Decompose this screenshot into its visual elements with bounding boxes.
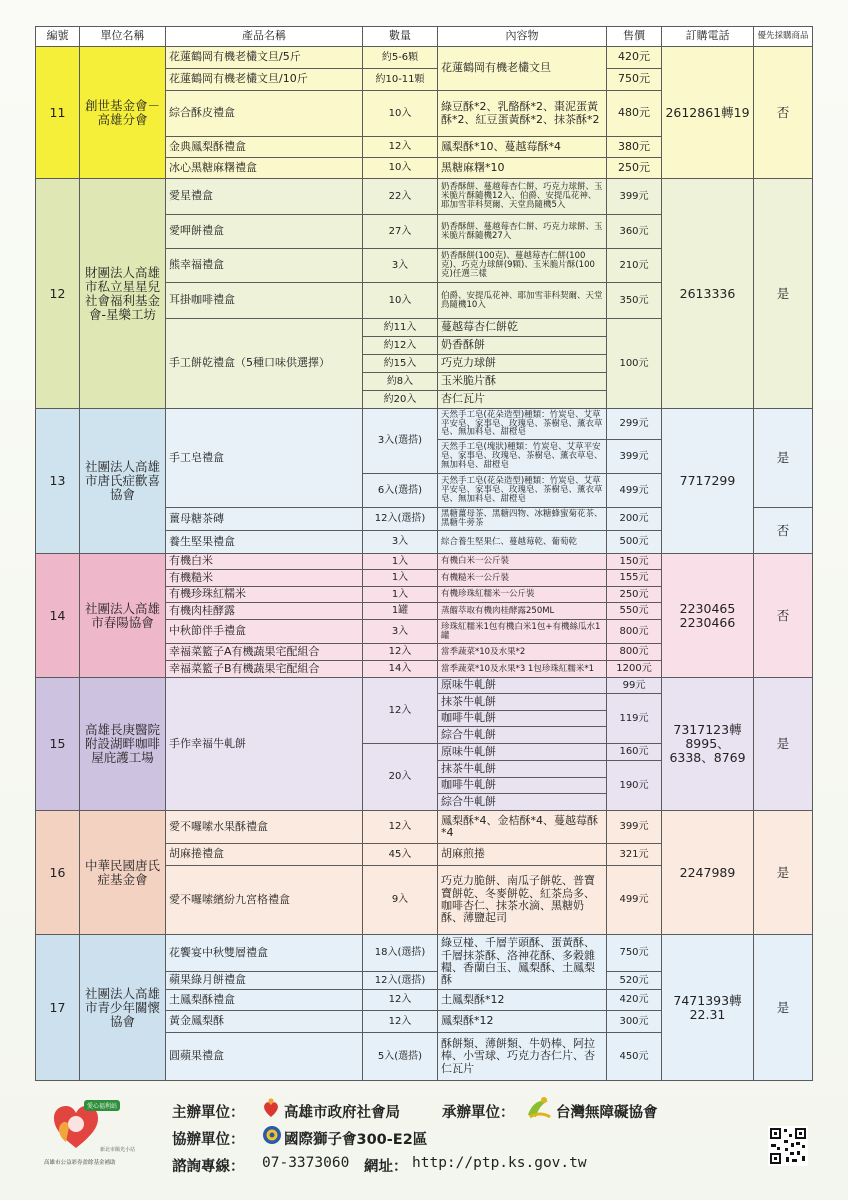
group-number: 15 — [35, 677, 80, 811]
sub-content: 巧克力球餅 — [437, 354, 607, 373]
product-price: 499元 — [606, 865, 662, 935]
product-price: 800元 — [606, 619, 662, 644]
product-price: 520元 — [606, 971, 662, 990]
sub-content: 天然手工皂(塊狀)種類：竹炭皂、艾草平安皂、家事皂、玫瑰皂、茶樹皂、薰衣草皂、無加料皂、甜橙皂 — [437, 439, 607, 474]
priority-flag: 是 — [753, 178, 813, 409]
logo-caption-main: 高雄市公益彩券盈餘基金補助 — [44, 1160, 116, 1166]
header-phone: 訂購電話 — [661, 26, 754, 47]
hotline-number: 07-3373060 — [262, 1155, 350, 1171]
product-content: 鳳梨酥*4、金桔酥*4、蔓越莓酥*4 — [437, 810, 607, 844]
sub-content: 天然手工皂(花朵造型)種類：竹炭皂、艾草平安皂、家事皂、玫瑰皂、茶樹皂、薰衣草皂、無加料皂、甜橙皂 — [437, 408, 607, 440]
product-name: 有機珍珠紅糯米 — [165, 586, 363, 603]
header-product: 產品名稱 — [165, 26, 363, 47]
sub-content: 咖啡牛軋餅 — [437, 777, 607, 794]
product-name: 愛星禮盒 — [165, 178, 363, 215]
product-name: 養生堅果禮盒 — [165, 530, 363, 554]
group-number: 12 — [35, 178, 80, 409]
host-row — [172, 1101, 245, 1122]
product-content: 有機白米一公斤裝 — [437, 553, 607, 570]
product-qty: 1入 — [362, 553, 438, 570]
product-content: 綜合養生堅果仁、蔓越莓乾、葡萄乾 — [437, 530, 607, 554]
product-qty: 14入 — [362, 660, 438, 678]
product-name: 愛不囉嗦繽紛九宮格禮盒 — [165, 865, 363, 935]
host-label: 主辦單位： — [172, 1105, 245, 1121]
priority-flag: 否 — [753, 46, 813, 179]
sub-content: 原味牛軋餅 — [437, 677, 607, 694]
organization-name: 高雄長庚醫院附設湖畔咖啡屋庇護工場 — [79, 677, 166, 811]
product-qty: 18入(選搭) — [362, 934, 438, 972]
contractor-label: 承辦單位： — [442, 1105, 515, 1121]
product-qty: 12入 — [362, 810, 438, 844]
qr-code-icon[interactable] — [768, 1126, 808, 1166]
product-content: 綠豆椪、千層芋頭酥、蛋黃酥、千層抹茶酥、洛神花酥、多穀雜糧、香蘭白玉、鳳梨酥、土鳳梨酥 — [437, 934, 607, 990]
product-qty: 12入 — [362, 989, 438, 1011]
logo-badge: 愛心福利站 — [84, 1100, 120, 1111]
sub-content: 玉米脆片酥 — [437, 372, 607, 391]
sub-price: 160元 — [606, 743, 662, 761]
order-phone[interactable]: 7471393轉22.31 — [661, 934, 754, 1081]
sub-qty: 約8入 — [362, 372, 438, 391]
footer — [0, 1088, 848, 1200]
product-name: 有機肉桂酵露 — [165, 602, 363, 620]
sub-price: 399元 — [606, 439, 662, 474]
sub-content: 抹茶牛軋餅 — [437, 760, 607, 778]
product-name: 幸福菜籃子B有機蔬果宅配組合 — [165, 660, 363, 678]
product-price: 150元 — [606, 553, 662, 570]
priority-flag: 是 — [753, 677, 813, 811]
product-name: 圓蘋果禮盒 — [165, 1032, 363, 1081]
priority-flag: 是 — [753, 810, 813, 935]
header-content: 內容物 — [437, 26, 607, 47]
product-price: 321元 — [606, 843, 662, 866]
website-link[interactable]: http://ptp.ks.gov.tw — [412, 1155, 587, 1171]
product-name: 花饗宴中秋雙層禮盒 — [165, 934, 363, 972]
product-name: 蘋果綠月餅禮盒 — [165, 971, 363, 990]
sub-content: 原味牛軋餅 — [437, 743, 607, 761]
product-qty: 3入 — [362, 619, 438, 644]
product-name: 花蓮鶴岡有機老欉文旦/10斤 — [165, 68, 363, 91]
product-qty: 12入 — [362, 1010, 438, 1033]
order-phone[interactable]: 2612861轉19 — [661, 46, 754, 179]
product-name: 愛呷餅禮盒 — [165, 214, 363, 249]
group-number: 17 — [35, 934, 80, 1081]
group-number: 13 — [35, 408, 80, 554]
product-content: 奶香酥餅、蔓越莓杏仁餅、巧克力球餅、玉米脆片酥隨機12入、伯爵、安提瓜花神、耶加雪菲科契爾、天堂鳥隨機5入 — [437, 178, 607, 215]
order-phone[interactable]: 7317123轉8995、6338、8769 — [661, 677, 754, 811]
product-qty: 約5-6顆 — [362, 46, 438, 69]
product-content: 巧克力脆餅、南瓜子餅乾、普寶寶餅乾、冬麥餅乾、紅茶烏多、咖啡杏仁、抹茶水滴、黑糖奶酥、薄鹽起司 — [437, 865, 607, 935]
organization-name: 財團法人高雄市私立星星兒社會福利基金會-星樂工坊 — [79, 178, 166, 409]
hotline-label: 諮詢專線： — [172, 1159, 245, 1175]
product-qty: 12入 — [362, 136, 438, 158]
header-no: 編號 — [35, 26, 80, 47]
sub-qty: 約15入 — [362, 354, 438, 373]
product-name: 綜合酥皮禮盒 — [165, 90, 363, 137]
product-price: 450元 — [606, 1032, 662, 1081]
lions-club-logo-icon — [262, 1125, 282, 1145]
product-name: 熊幸福禮盒 — [165, 248, 363, 283]
product-name: 手工皂禮盒 — [165, 408, 363, 508]
product-price: 800元 — [606, 643, 662, 661]
sub-content: 抹茶牛軋餅 — [437, 693, 607, 711]
product-content: 胡麻煎捲 — [437, 843, 607, 866]
product-qty: 1罐 — [362, 602, 438, 620]
product-price: 350元 — [606, 282, 662, 319]
sub-content: 奶香酥餅 — [437, 336, 607, 355]
product-qty: 10入 — [362, 282, 438, 319]
product-price: 250元 — [606, 157, 662, 179]
organization-name: 創世基金會－高雄分會 — [79, 46, 166, 179]
product-qty: 22入 — [362, 178, 438, 215]
header-priority: 優先採購商品 — [753, 26, 813, 47]
product-content: 有機糙米一公斤裝 — [437, 569, 607, 587]
group-number: 14 — [35, 553, 80, 678]
product-price: 399元 — [606, 810, 662, 844]
order-phone[interactable]: 2613336 — [661, 178, 754, 409]
group-number: 16 — [35, 810, 80, 935]
heart-logo-icon — [52, 1104, 100, 1154]
product-content: 當季蔬菜*10及水果*2 — [437, 643, 607, 661]
product-name: 耳掛咖啡禮盒 — [165, 282, 363, 319]
product-name: 冰心黑糖麻糬禮盒 — [165, 157, 363, 179]
product-name: 黃金鳳梨酥 — [165, 1010, 363, 1033]
product-qty: 1入 — [362, 569, 438, 587]
product-qty: 12入(選搭) — [362, 971, 438, 990]
sub-qty: 約12入 — [362, 336, 438, 355]
product-content: 黑糖麻糬*10 — [437, 157, 607, 179]
product-qty: 約10-11顆 — [362, 68, 438, 91]
sub-qty: 約20入 — [362, 390, 438, 409]
priority-flag: 是 — [753, 408, 813, 508]
product-qty: 3入 — [362, 530, 438, 554]
product-name: 有機糙米 — [165, 569, 363, 587]
product-content: 奶香酥餅(100克)、蔓越莓杏仁餅(100克)、巧克力球餅(9顆)、玉米脆片酥(100克)任選三樣 — [437, 248, 607, 283]
product-price: 750元 — [606, 934, 662, 972]
product-price: 380元 — [606, 136, 662, 158]
sub-price: 99元 — [606, 677, 662, 694]
sub-price: 190元 — [606, 760, 662, 811]
accessibility-association-logo-icon — [524, 1095, 552, 1121]
host-name: 高雄市政府社會局 — [284, 1105, 400, 1121]
product-price: 550元 — [606, 602, 662, 620]
product-content: 有機珍珠紅糯米一公斤裝 — [437, 586, 607, 603]
product-price: 500元 — [606, 530, 662, 554]
sub-qty: 約11入 — [362, 318, 438, 337]
order-phone[interactable]: 2230465 2230466 — [661, 553, 754, 678]
product-content: 綠豆酥*2、乳酪酥*2、棗泥蛋黃酥*2、紅豆蛋黃酥*2、抹茶酥*2 — [437, 90, 607, 137]
sub-content: 蔓越莓杏仁餅乾 — [437, 318, 607, 337]
product-qty: 6入(選搭) — [362, 473, 438, 508]
product-qty: 12入(選搭) — [362, 507, 438, 531]
product-qty: 10入 — [362, 157, 438, 179]
kaohsiung-social-bureau-logo-icon — [262, 1098, 280, 1118]
product-price: 480元 — [606, 90, 662, 137]
product-name: 胡麻捲禮盒 — [165, 843, 363, 866]
product-name: 薑母糖茶磚 — [165, 507, 363, 531]
product-content: 土鳳梨酥*12 — [437, 989, 607, 1011]
sub-content: 咖啡牛軋餅 — [437, 710, 607, 727]
product-qty: 3入 — [362, 248, 438, 283]
product-name: 手作幸福牛軋餅 — [165, 677, 363, 811]
group-number: 11 — [35, 46, 80, 179]
product-name: 有機白米 — [165, 553, 363, 570]
product-content: 花蓮鶴岡有機老欉文旦 — [437, 46, 607, 91]
product-content: 當季蔬菜*10及水果*3 1包珍珠紅糯米*1 — [437, 660, 607, 678]
header-qty: 數量 — [362, 26, 438, 47]
product-price: 250元 — [606, 586, 662, 603]
organization-name: 社團法人高雄市唐氏症歡喜協會 — [79, 408, 166, 554]
product-name: 愛不囉嗦水果酥禮盒 — [165, 810, 363, 844]
priority-flag: 是 — [753, 934, 813, 1081]
product-price: 360元 — [606, 214, 662, 249]
organization-name: 中華民國唐氏症基金會 — [79, 810, 166, 935]
organization-name: 社團法人高雄市春陽協會 — [79, 553, 166, 678]
product-price: 300元 — [606, 1010, 662, 1033]
product-qty: 12入 — [362, 677, 438, 744]
product-content: 伯爵、安提瓜花神、耶加雪菲科契爾、天堂鳥隨機10入 — [437, 282, 607, 319]
priority-flag: 否 — [753, 553, 813, 678]
product-qty: 20入 — [362, 743, 438, 811]
product-content: 鳳梨酥*12 — [437, 1010, 607, 1033]
product-name: 花蓮鶴岡有機老欉文旦/5斤 — [165, 46, 363, 69]
product-qty: 27入 — [362, 214, 438, 249]
sub-content: 綜合牛軋餅 — [437, 793, 607, 811]
priority-flag: 否 — [753, 507, 813, 554]
co-name: 國際獅子會300-E2區 — [284, 1132, 428, 1148]
product-price: 200元 — [606, 507, 662, 531]
product-qty: 5入(選搭) — [362, 1032, 438, 1081]
header-price: 售價 — [606, 26, 662, 47]
product-price: 155元 — [606, 569, 662, 587]
sub-content: 杏仁瓦片 — [437, 390, 607, 409]
product-qty: 9入 — [362, 865, 438, 935]
product-name: 土鳳梨酥禮盒 — [165, 989, 363, 1011]
product-qty: 10入 — [362, 90, 438, 137]
product-table — [35, 26, 812, 1080]
order-phone[interactable]: 7717299 — [661, 408, 754, 554]
product-price: 750元 — [606, 68, 662, 91]
sub-content: 綜合牛軋餅 — [437, 726, 607, 744]
header-unit: 單位名稱 — [79, 26, 166, 47]
contractor-name: 台灣無障礙協會 — [556, 1105, 658, 1121]
product-content: 蒸餾萃取有機肉桂酵露250ML — [437, 602, 607, 620]
product-name: 金典鳳梨酥禮盒 — [165, 136, 363, 158]
product-price: 420元 — [606, 989, 662, 1011]
product-name: 手工餅乾禮盒（5種口味供選擇） — [165, 318, 363, 409]
co-label: 協辦單位： — [172, 1132, 245, 1148]
product-content: 鳳梨酥*10、蔓越莓酥*4 — [437, 136, 607, 158]
url-label: 網址： — [364, 1159, 408, 1175]
product-qty: 45入 — [362, 843, 438, 866]
product-name: 中秋節伴手禮盒 — [165, 619, 363, 644]
product-content: 珍珠紅糯米1包有機白米1包+有機絲瓜水1罐 — [437, 619, 607, 644]
logo-caption: 新北市陽光小站 — [100, 1147, 136, 1153]
product-name: 幸福菜籃子A有機蔬果宅配組合 — [165, 643, 363, 661]
sub-price: 299元 — [606, 408, 662, 440]
sub-price: 499元 — [606, 473, 662, 508]
product-price: 420元 — [606, 46, 662, 69]
product-qty: 3入(選搭) — [362, 408, 438, 474]
product-qty: 1入 — [362, 586, 438, 603]
order-phone[interactable]: 2247989 — [661, 810, 754, 935]
product-price: 399元 — [606, 178, 662, 215]
product-content: 黑糖薑母茶、黑糖四物、冰糖蜂蜜菊花茶、黑糖牛蒡茶 — [437, 507, 607, 531]
organization-name: 社團法人高雄市青少年關懷協會 — [79, 934, 166, 1081]
product-price: 1200元 — [606, 660, 662, 678]
product-content: 奶香酥餅、蔓越莓杏仁餅、巧克力球餅、玉米脆片酥隨機27入 — [437, 214, 607, 249]
product-content: 酥餅類、薄餅類、牛奶棒、阿拉棒、小雪球、巧克力杏仁片、杏仁瓦片 — [437, 1032, 607, 1081]
sub-price: 119元 — [606, 693, 662, 744]
product-qty: 12入 — [362, 643, 438, 661]
product-price: 100元 — [606, 318, 662, 409]
sub-content: 天然手工皂(花朵造型)種類：竹炭皂、艾草平安皂、家事皂、玫瑰皂、茶樹皂、薰衣草皂、無加料皂、甜橙皂 — [437, 473, 607, 508]
product-price: 210元 — [606, 248, 662, 283]
